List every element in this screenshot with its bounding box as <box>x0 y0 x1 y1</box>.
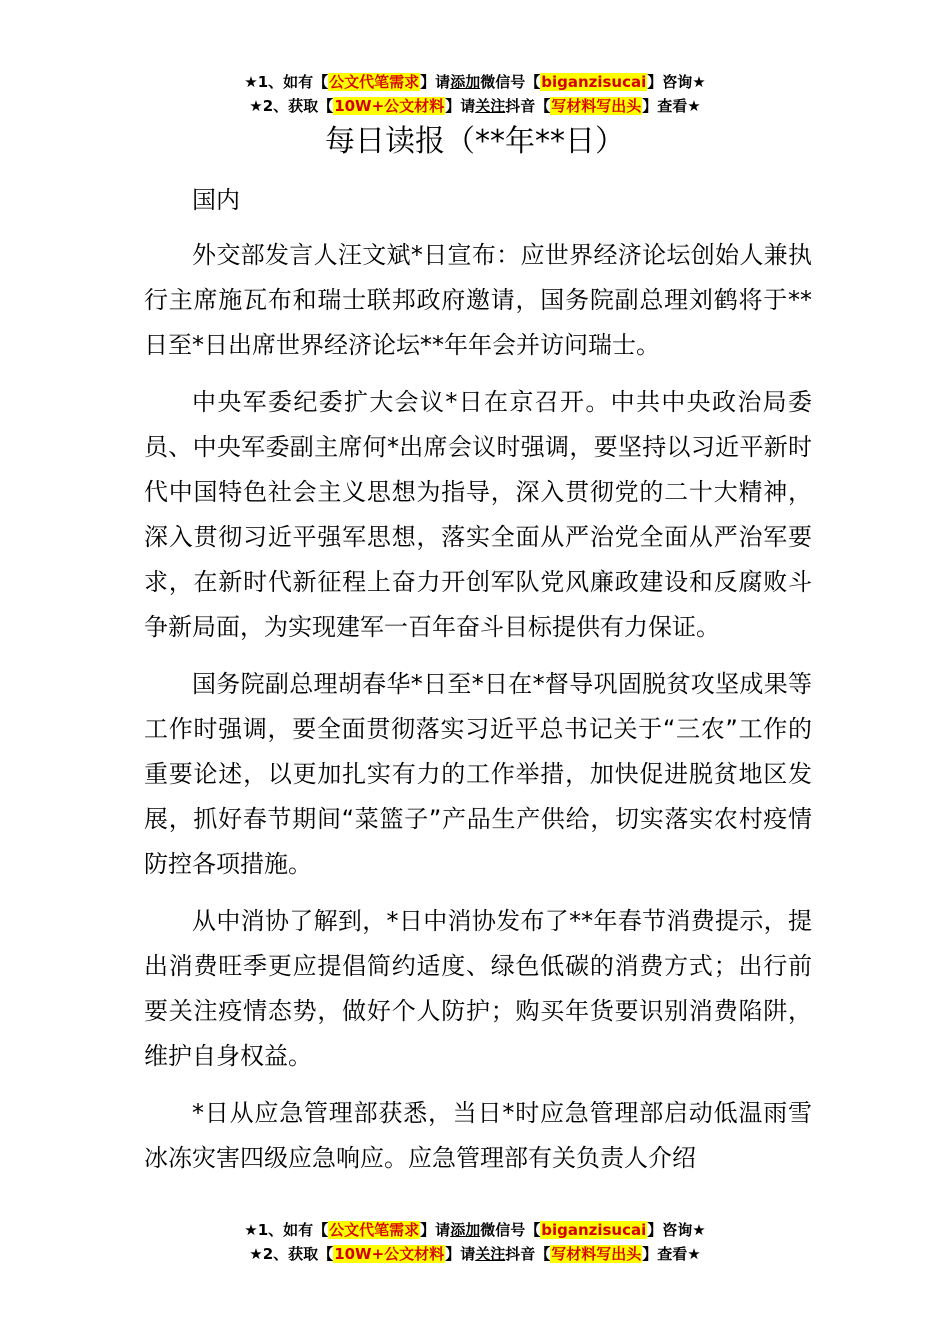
promo-highlight: 10W+公文材料 <box>334 97 445 115</box>
promo-banner-bottom <box>0 1218 950 1266</box>
paragraph: 国务院副总理胡春华*日至*日在*督导巩固脱贫攻坚成果等工作时强调，要全面贯彻落实习近平总书记关于“三农”工作的重要论述，以更加扎实有力的工作举措，加快促进脱贫地区发展，抓好春节期间“菜篮子”产品生产供给，切实落实农村疫情防控各项措施。 <box>144 670 812 878</box>
promo-text: 微信号【 <box>480 1221 541 1239</box>
promo-highlight: biganzisucai <box>541 1221 647 1239</box>
promo-text: 】请 <box>445 1245 476 1263</box>
promo-text: ★1、如有【 <box>244 73 329 91</box>
document-title: 每日读报（**年**日） <box>325 124 625 159</box>
promo-underlined-text: 关注 <box>475 1245 506 1263</box>
promo-text: 】请 <box>445 97 476 115</box>
promo-text: 微信号【 <box>480 73 541 91</box>
promo-underlined-text: 添加 <box>450 1221 481 1239</box>
promo-highlight: 公文代笔需求 <box>329 1221 420 1239</box>
promo-text: 抖音【 <box>505 97 551 115</box>
promo-text: 】请 <box>420 1221 451 1239</box>
promo-highlight: 写材料写出头 <box>551 97 642 115</box>
promo-text: ★1、如有【 <box>244 1221 329 1239</box>
promo-highlight: biganzisucai <box>541 73 647 91</box>
promo-line-1 <box>0 70 950 94</box>
paragraph: *日从应急管理部获悉，当日*时应急管理部启动低温雨雪冰冻灾害四级应急响应。应急管理部有关负责人介绍 <box>144 1099 812 1172</box>
promo-text: ★2、获取【 <box>249 97 334 115</box>
promo-highlight: 写材料写出头 <box>551 1245 642 1263</box>
promo-banner-top <box>0 70 950 118</box>
promo-text: ★2、获取【 <box>249 1245 334 1263</box>
section-heading: 国内 <box>192 186 240 214</box>
promo-underlined-text: 添加 <box>450 73 481 91</box>
promo-highlight: 公文代笔需求 <box>329 73 420 91</box>
promo-highlight: 10W+公文材料 <box>334 1245 445 1263</box>
document-body <box>144 178 812 1208</box>
promo-text: 】查看★ <box>642 97 701 115</box>
promo-text: 】查看★ <box>642 1245 701 1263</box>
promo-line-2 <box>0 94 950 118</box>
promo-text: 】请 <box>420 73 451 91</box>
promo-text: 】咨询★ <box>647 73 706 91</box>
promo-text: 】咨询★ <box>647 1221 706 1239</box>
promo-line-2 <box>0 1242 950 1266</box>
paragraph: 外交部发言人汪文斌*日宣布：应世界经济论坛创始人兼执行主席施瓦布和瑞士联邦政府邀请，国务院副总理刘鹤将于**日至*日出席世界经济论坛**年年会并访问瑞士。 <box>144 241 812 359</box>
promo-line-1 <box>0 1218 950 1242</box>
paragraph: 从中消协了解到，*日中消协发布了**年春节消费提示，提出消费旺季更应提倡简约适度、绿色低碳的消费方式；出行前要关注疫情态势，做好个人防护；购买年货要识别消费陷阱，维护自身权益。 <box>144 907 812 1070</box>
promo-text: 抖音【 <box>505 1245 551 1263</box>
promo-underlined-text: 关注 <box>475 97 506 115</box>
paragraph: 中央军委纪委扩大会议*日在京召开。中共中央政治局委员、中央军委副主席何*出席会议时强调，要坚持以习近平新时代中国特色社会主义思想为指导，深入贯彻党的二十大精神，深入贯彻习近平强军思想，落实全面从严治党全面从严治军要求，在新时代新征程上奋力开创军队党风廉政建设和反腐败斗争新局面，为实现建军一百年奋斗目标提供有力保证。 <box>144 388 812 641</box>
